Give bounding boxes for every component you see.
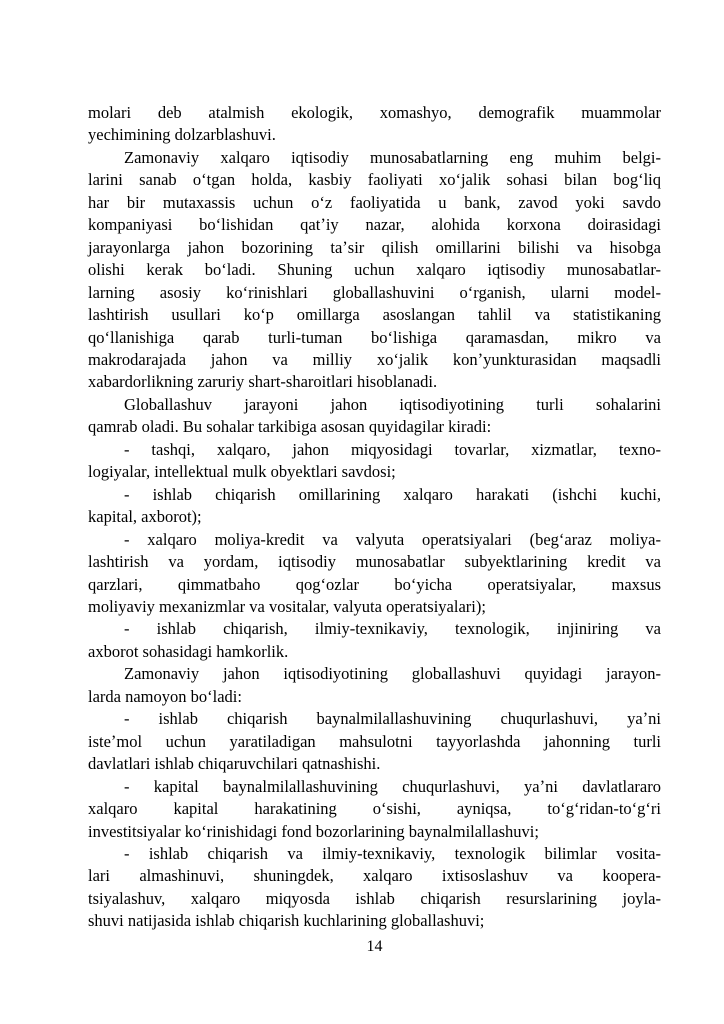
text-line: - tashqi, xalqaro, jahon miqyosidagi tovarlar, xizmatlar, texno- bbox=[124, 439, 661, 459]
text-line: qarzlari, qimmatbaho qogʻozlar boʻyicha operatsiyalar, maxsus bbox=[88, 574, 661, 594]
text-line: lari almashinuvi, shuningdek, xalqaro ixtisoslashuv va koopera- bbox=[88, 866, 661, 886]
text-line: jarayonlarga jahon bozorining taʼsir qilish omillarini bilishi va hisobga bbox=[88, 237, 661, 257]
text-line: qoʻllanishiga qarab turli-tuman boʻlishiga qaramasdan, mikro va bbox=[88, 327, 661, 347]
text-line: makrodarajada jahon va milliy xoʻjalik konʼyunkturasidan maqsadli bbox=[88, 349, 661, 369]
text-line: qamrab oladi. Bu sohalar tarkibiga asosan quyidagilar kiradi: bbox=[88, 417, 492, 437]
text-line: - kapital baynalmilallashuvining chuqurlashuvi, yaʼni davlatlararo bbox=[124, 776, 661, 796]
paragraph bbox=[88, 663, 661, 708]
text-line: shuvi natijasida ishlab chiqarish kuchlarining globallashuvi; bbox=[88, 911, 485, 931]
paragraph bbox=[88, 843, 661, 933]
paragraph bbox=[88, 618, 661, 663]
text-line: Zamonaviy jahon iqtisodiyotining globallashuvi quyidagi jarayon- bbox=[124, 664, 661, 684]
text-line: davlatlari ishlab chiqaruvchilari qatnashishi. bbox=[88, 754, 381, 774]
text-line: xabardorlikning zaruriy shart-sharoitlari hisoblanadi. bbox=[88, 372, 438, 392]
text-line: xalqaro kapital harakatining oʻsishi, ayniqsa, toʻgʻridan-toʻgʻri bbox=[88, 799, 661, 819]
text-line: kapital, axborot); bbox=[88, 507, 202, 527]
text-line: lashtirish va yordam, iqtisodiy munosabatlar subyektlarining kredit va bbox=[88, 552, 661, 572]
paragraph bbox=[88, 147, 661, 394]
text-line: - xalqaro moliya-kredit va valyuta operatsiyalari (begʻaraz moliya- bbox=[124, 529, 661, 549]
text-line: Zamonaviy xalqaro iqtisodiy munosabatlarning eng muhim belgi- bbox=[124, 147, 661, 167]
text-line: investitsiyalar koʻrinishidagi fond bozorlarining baynalmilallashuvi; bbox=[88, 821, 539, 841]
text-line: larda namoyon boʻladi: bbox=[88, 686, 242, 706]
paragraph bbox=[88, 708, 661, 775]
page-number: 14 bbox=[366, 938, 383, 955]
text-line: molari deb atalmish ekologik, xomashyo, demografik muammolar bbox=[88, 103, 661, 122]
text-line: moliyaviy mexanizmlar va vositalar, valyuta operatsiyalari); bbox=[88, 596, 486, 616]
text-line: axborot sohasidagi hamkorlik. bbox=[88, 641, 289, 661]
text-line: isteʼmol uchun yaratiladigan mahsulotni tayyorlashda jahonning turli bbox=[88, 731, 661, 751]
text-line: - ishlab chiqarish omillarining xalqaro harakati (ishchi kuchi, bbox=[124, 484, 661, 504]
paragraph bbox=[88, 439, 661, 484]
paragraph bbox=[88, 776, 661, 843]
paragraph bbox=[88, 529, 661, 619]
paragraph bbox=[88, 484, 661, 529]
text-line: - ishlab chiqarish baynalmilallashuvining chuqurlashuvi, yaʼni bbox=[124, 709, 661, 729]
paragraph bbox=[88, 394, 661, 439]
text-line: olishi kerak boʻladi. Shuning uchun xalqaro iqtisodiy munosabatlar- bbox=[88, 260, 661, 280]
page-text bbox=[88, 102, 661, 933]
paragraph bbox=[88, 102, 661, 147]
text-line: larini sanab oʻtgan holda, kasbiy faoliyati xoʻjalik sohasi bilan bogʻliq bbox=[88, 170, 661, 190]
text-line: har bir mutaxassis uchun oʻz faoliyatida u bank, zavod yoki savdo bbox=[88, 192, 661, 212]
text-line: logiyalar, intellektual mulk obyektlari savdosi; bbox=[88, 462, 396, 482]
text-line: Globallashuv jarayoni jahon iqtisodiyotining turli sohalarini bbox=[124, 394, 661, 414]
text-line: larning asosiy koʻrinishlari globallashuvini oʻrganish, ularni model- bbox=[88, 282, 661, 302]
text-line: tsiyalashuv, xalqaro miqyosda ishlab chiqarish resurslarining joyla- bbox=[88, 888, 661, 908]
text-line: - ishlab chiqarish, ilmiy-texnikaviy, texnologik, injiniring va bbox=[124, 619, 661, 639]
text-line: - ishlab chiqarish va ilmiy-texnikaviy, texnologik bilimlar vosita- bbox=[124, 843, 661, 863]
text-line: lashtirish usullari koʻp omillarga asoslangan tahlil va statistikaning bbox=[88, 305, 661, 325]
text-line: kompaniyasi boʻlishidan qatʼiy nazar, alohida korxona doirasidagi bbox=[88, 215, 661, 235]
text-line: yechimining dolzarblashuvi. bbox=[88, 125, 276, 145]
